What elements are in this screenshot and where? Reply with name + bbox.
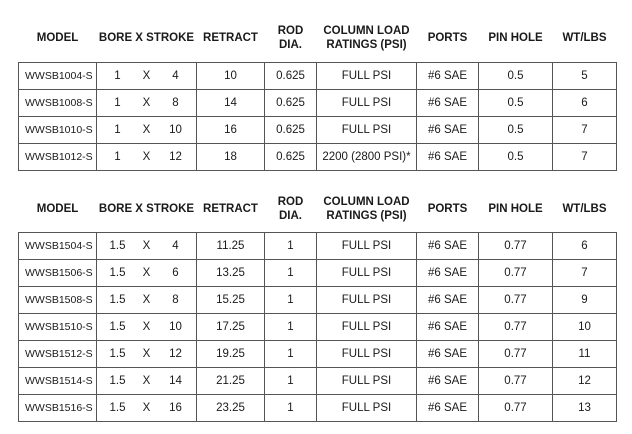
header-model: MODEL xyxy=(19,14,97,62)
cell-times: X xyxy=(142,293,151,306)
cell-column: FULL PSI xyxy=(317,62,417,89)
cell-pin: 0.77 xyxy=(479,232,553,259)
header-rod-dia xyxy=(265,14,317,62)
cell-bore: 1 xyxy=(114,69,121,82)
table-row xyxy=(19,313,617,340)
cell-model: WWSB1510-S xyxy=(19,313,97,340)
cell-weight: 7 xyxy=(553,116,617,143)
cell-times: X xyxy=(142,320,151,333)
cell-retract: 17.25 xyxy=(197,313,265,340)
header-column-line2: RATINGS (PSI) xyxy=(326,209,407,222)
cell-ports: #6 SAE xyxy=(417,367,479,394)
cell-model: WWSB1010-S xyxy=(19,116,97,143)
cell-pin: 0.77 xyxy=(479,394,553,421)
cell-weight: 12 xyxy=(553,367,617,394)
cell-column: FULL PSI xyxy=(317,89,417,116)
cell-column: FULL PSI xyxy=(317,259,417,286)
cell-bore: 1.5 xyxy=(109,401,126,414)
cell-retract: 15.25 xyxy=(197,286,265,313)
cell-stroke: 4 xyxy=(172,69,179,82)
cell-bore: 1.5 xyxy=(109,266,126,279)
cell-retract: 10 xyxy=(197,62,265,89)
cell-times: X xyxy=(142,401,151,414)
cell-bore: 1 xyxy=(114,150,121,163)
cell-ports: #6 SAE xyxy=(417,394,479,421)
cell-ports: #6 SAE xyxy=(417,340,479,367)
cell-ports: #6 SAE xyxy=(417,116,479,143)
cell-times: X xyxy=(142,123,151,136)
cell-ports: #6 SAE xyxy=(417,232,479,259)
cell-weight: 10 xyxy=(553,313,617,340)
table-header-row xyxy=(19,14,617,62)
cell-model: WWSB1506-S xyxy=(19,259,97,286)
cell-ports: #6 SAE xyxy=(417,286,479,313)
cell-retract: 19.25 xyxy=(197,340,265,367)
cell-model: WWSB1004-S xyxy=(19,62,97,89)
cell-pin: 0.77 xyxy=(479,313,553,340)
table-row xyxy=(19,232,617,259)
cell-column: FULL PSI xyxy=(317,394,417,421)
table-row xyxy=(19,367,617,394)
cell-column: FULL PSI xyxy=(317,340,417,367)
cell-stroke: 12 xyxy=(169,347,182,360)
header-rod-dia xyxy=(265,186,317,232)
header-rod-line2: DIA. xyxy=(279,209,302,222)
header-bore-stroke: BORE X STROKE xyxy=(97,186,197,232)
cell-column: FULL PSI xyxy=(317,232,417,259)
header-column-load xyxy=(317,186,417,232)
cell-rod: 1 xyxy=(265,259,317,286)
cell-times: X xyxy=(142,239,151,252)
header-retract: RETRACT xyxy=(197,186,265,232)
cell-rod: 0.625 xyxy=(265,62,317,89)
spec-table-2 xyxy=(18,186,617,422)
cell-pin: 0.5 xyxy=(479,89,553,116)
cell-pin: 0.77 xyxy=(479,367,553,394)
cell-retract: 18 xyxy=(197,143,265,170)
cell-bore-stroke xyxy=(97,259,197,286)
cell-bore-stroke xyxy=(97,394,197,421)
cell-rod: 1 xyxy=(265,340,317,367)
cell-model: WWSB1512-S xyxy=(19,340,97,367)
cell-bore-stroke xyxy=(97,232,197,259)
cell-bore-stroke xyxy=(97,313,197,340)
cell-times: X xyxy=(142,374,151,387)
cell-ports: #6 SAE xyxy=(417,259,479,286)
table-row xyxy=(19,62,617,89)
header-rod-line2: DIA. xyxy=(279,38,302,51)
cell-bore: 1 xyxy=(114,96,121,109)
cell-stroke: 4 xyxy=(172,239,179,252)
cell-rod: 1 xyxy=(265,232,317,259)
cell-bore-stroke xyxy=(97,116,197,143)
cell-pin: 0.5 xyxy=(479,62,553,89)
header-bore-stroke: BORE X STROKE xyxy=(97,14,197,62)
header-model: MODEL xyxy=(19,186,97,232)
cell-pin: 0.77 xyxy=(479,286,553,313)
cell-model: WWSB1508-S xyxy=(19,286,97,313)
cell-bore-stroke xyxy=(97,340,197,367)
table-row xyxy=(19,116,617,143)
cell-bore: 1.5 xyxy=(109,239,126,252)
cell-ports: #6 SAE xyxy=(417,89,479,116)
cell-pin: 0.5 xyxy=(479,143,553,170)
cell-stroke: 8 xyxy=(172,293,179,306)
cell-times: X xyxy=(142,266,151,279)
cell-column: FULL PSI xyxy=(317,286,417,313)
table-row xyxy=(19,286,617,313)
header-column-line1: COLUMN LOAD xyxy=(323,24,410,37)
table-row xyxy=(19,394,617,421)
cell-stroke: 10 xyxy=(169,320,182,333)
cell-bore: 1.5 xyxy=(109,293,126,306)
cell-model: WWSB1504-S xyxy=(19,232,97,259)
cell-weight: 5 xyxy=(553,62,617,89)
table-row xyxy=(19,143,617,170)
cell-weight: 6 xyxy=(553,89,617,116)
cell-model: WWSB1516-S xyxy=(19,394,97,421)
cell-rod: 1 xyxy=(265,367,317,394)
table-header-row xyxy=(19,186,617,232)
cell-pin: 0.77 xyxy=(479,340,553,367)
table-row xyxy=(19,340,617,367)
cell-weight: 6 xyxy=(553,232,617,259)
cell-ports: #6 SAE xyxy=(417,62,479,89)
cell-column: FULL PSI xyxy=(317,367,417,394)
cell-bore: 1.5 xyxy=(109,347,126,360)
cell-bore: 1.5 xyxy=(109,374,126,387)
cell-weight: 9 xyxy=(553,286,617,313)
cell-rod: 1 xyxy=(265,394,317,421)
header-pin-hole: PIN HOLE xyxy=(479,186,553,232)
cell-bore: 1.5 xyxy=(109,320,126,333)
cell-ports: #6 SAE xyxy=(417,313,479,340)
cell-rod: 0.625 xyxy=(265,89,317,116)
cell-bore-stroke xyxy=(97,89,197,116)
cell-ports: #6 SAE xyxy=(417,143,479,170)
cell-bore: 1 xyxy=(114,123,121,136)
cell-weight: 11 xyxy=(553,340,617,367)
cell-pin: 0.77 xyxy=(479,259,553,286)
cell-stroke: 14 xyxy=(169,374,182,387)
cell-stroke: 8 xyxy=(172,96,179,109)
cell-column: FULL PSI xyxy=(317,313,417,340)
cell-model: WWSB1012-S xyxy=(19,143,97,170)
cell-stroke: 6 xyxy=(172,266,179,279)
cell-weight: 13 xyxy=(553,394,617,421)
cell-times: X xyxy=(142,69,151,82)
cell-rod: 1 xyxy=(265,286,317,313)
spec-table-1 xyxy=(18,14,617,171)
header-ports: PORTS xyxy=(417,186,479,232)
header-pin-hole: PIN HOLE xyxy=(479,14,553,62)
header-rod-line1: ROD xyxy=(277,24,304,37)
cell-bore-stroke xyxy=(97,62,197,89)
cell-stroke: 16 xyxy=(169,401,182,414)
cell-retract: 14 xyxy=(197,89,265,116)
cell-model: WWSB1514-S xyxy=(19,367,97,394)
cell-pin: 0.5 xyxy=(479,116,553,143)
cell-bore-stroke xyxy=(97,286,197,313)
cell-retract: 16 xyxy=(197,116,265,143)
cell-bore-stroke xyxy=(97,143,197,170)
header-weight: WT/LBS xyxy=(553,186,617,232)
cell-stroke: 10 xyxy=(169,123,182,136)
cell-rod: 1 xyxy=(265,313,317,340)
header-weight: WT/LBS xyxy=(553,14,617,62)
table-row xyxy=(19,259,617,286)
header-retract: RETRACT xyxy=(197,14,265,62)
cell-times: X xyxy=(142,150,151,163)
header-rod-line1: ROD xyxy=(277,195,304,208)
cell-weight: 7 xyxy=(553,259,617,286)
cell-column: FULL PSI xyxy=(317,116,417,143)
cell-bore-stroke xyxy=(97,367,197,394)
cell-model: WWSB1008-S xyxy=(19,89,97,116)
header-column-line2: RATINGS (PSI) xyxy=(326,38,407,51)
cell-retract: 13.25 xyxy=(197,259,265,286)
cell-times: X xyxy=(142,96,151,109)
cell-rod: 0.625 xyxy=(265,143,317,170)
cell-retract: 21.25 xyxy=(197,367,265,394)
table-row xyxy=(19,89,617,116)
cell-rod: 0.625 xyxy=(265,116,317,143)
header-column-line1: COLUMN LOAD xyxy=(323,195,410,208)
cell-retract: 23.25 xyxy=(197,394,265,421)
header-ports: PORTS xyxy=(417,14,479,62)
cell-times: X xyxy=(142,347,151,360)
cell-retract: 11.25 xyxy=(197,232,265,259)
cell-weight: 7 xyxy=(553,143,617,170)
cell-stroke: 12 xyxy=(169,150,182,163)
header-column-load xyxy=(317,14,417,62)
cell-column: 2200 (2800 PSI)* xyxy=(317,143,417,170)
